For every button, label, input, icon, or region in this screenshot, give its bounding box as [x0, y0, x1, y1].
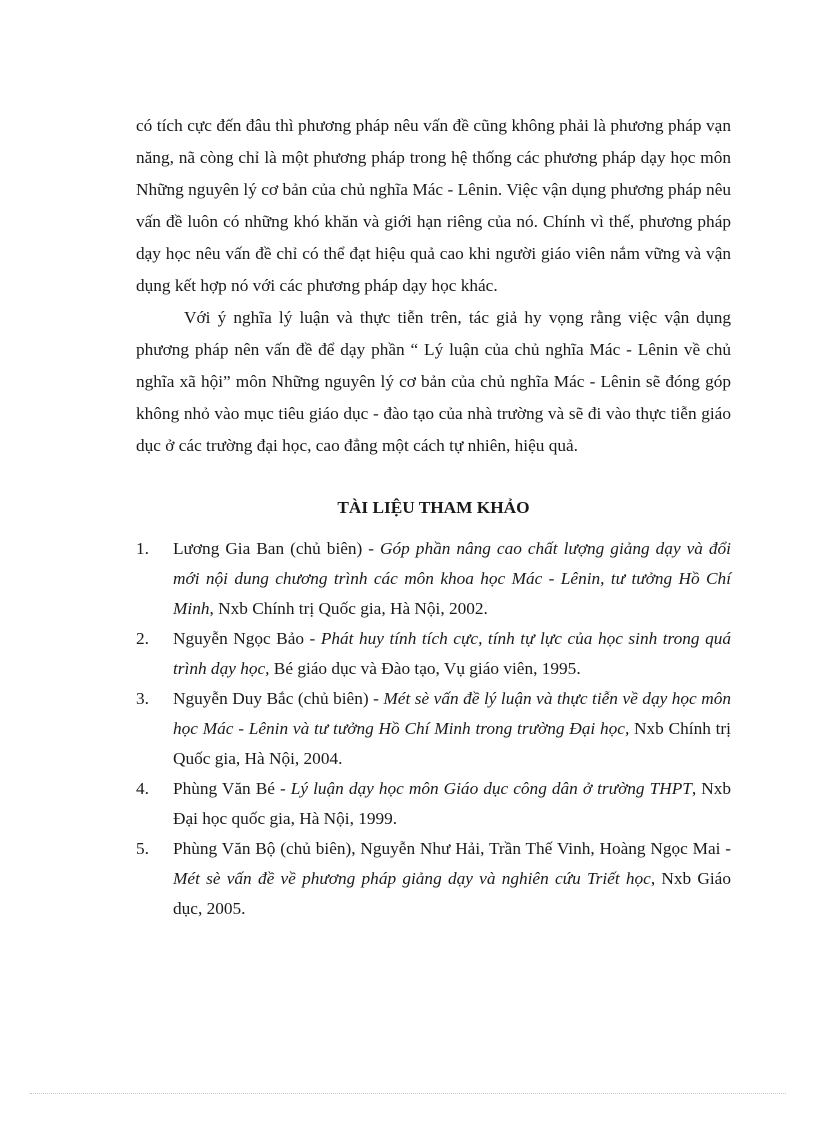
document-page: [136, 110, 731, 924]
reference-number: 4.: [136, 779, 149, 798]
reference-author: Phùng Văn Bộ (chủ biên), Nguyễn Như Hải, Trần Thế Vinh, Hoàng Ngọc Mai -: [173, 839, 731, 858]
reference-publisher: , Nxb Chính trị Quốc gia, Hà Nội, 2002.: [209, 599, 488, 618]
reference-author: Lương Gia Ban (chủ biên) -: [173, 539, 381, 558]
body-paragraph-1: có tích cực đến đâu thì phương pháp nêu vấn đề cũng không phải là phương pháp vạn năng, nã còng chỉ là một phương pháp trong hệ thống các phương pháp dạy học môn Những nguyên lý cơ bản của chủ nghĩa Mác - Lênin. Việc vận dụng phương pháp nêu vấn đề luôn có những khó khăn và giới hạn riêng của nó. Chính vì thế, phương pháp dạy học nêu vấn đề chỉ có thể đạt hiệu quả cao khi người giáo viên nắm vững và vận dụng kết hợp nó với các phương pháp dạy học khác.: [136, 116, 731, 295]
reference-item: [136, 534, 731, 624]
reference-number: 1.: [136, 539, 149, 558]
reference-list: [136, 534, 731, 924]
reference-number: 5.: [136, 839, 149, 858]
reference-title: Mét sè vấn đề về phương pháp giảng dạy và nghiên cứu Triết học: [173, 869, 651, 888]
reference-author: Nguyễn Ngọc Bảo -: [173, 629, 321, 648]
reference-title: Góp phần nâng cao chất lượng giảng dạy và đổi mới nội dung chương trình các môn khoa học Mác - Lênin, tư tưởng Hồ Chí Minh: [173, 539, 731, 618]
reference-publisher: Nxb Chính trị Quốc gia, Hà Nội, 2004.: [173, 719, 731, 768]
references-heading: TÀI LIỆU THAM KHẢO: [337, 498, 530, 517]
reference-item: [136, 774, 731, 834]
reference-item: [136, 684, 731, 774]
reference-title: Phát huy tính tích cực, tính tự lực của học sinh trong quá trình dạy học,: [173, 629, 731, 678]
reference-author: Phùng Văn Bé -: [173, 779, 291, 798]
reference-item: [136, 834, 731, 924]
page-footer-divider: [30, 1093, 786, 1094]
reference-publisher: Bé giáo dục và Đào tạo, Vụ giáo viên, 1995.: [269, 659, 581, 678]
reference-number: 2.: [136, 629, 149, 648]
reference-item: [136, 624, 731, 684]
reference-publisher: , Nxb Đại học quốc gia, Hà Nội, 1999.: [173, 779, 731, 828]
reference-author: Nguyễn Duy Bắc (chủ biên) -: [173, 689, 384, 708]
reference-publisher: , Nxb Giáo dục, 2005.: [173, 869, 731, 918]
reference-title: Mét sè vấn đề lý luận và thực tiễn về dạy học môn học Mác - Lênin và tư tưởng Hồ Chí Minh trong trường Đại học,: [173, 689, 731, 738]
reference-title: Lý luận dạy học môn Giáo dục công dân ở trường THPT: [290, 779, 692, 798]
body-paragraph-2: Với ý nghĩa lý luận và thực tiễn trên, tác giả hy vọng rằng việc vận dụng phương pháp nên vấn đề để dạy phần “ Lý luận của chủ nghĩa Mác - Lênin về chủ nghĩa xã hội” môn Những nguyên lý cơ bản của chủ nghĩa Mác - Lênin sẽ đóng góp không nhỏ vào mục tiêu giáo dục - đào tạo của nhà trường và sẽ đi vào thực tiễn giáo dục ở các trường đại học, cao đẳng một cách tự nhiên, hiệu quả.: [136, 308, 731, 455]
reference-number: 3.: [136, 689, 149, 708]
